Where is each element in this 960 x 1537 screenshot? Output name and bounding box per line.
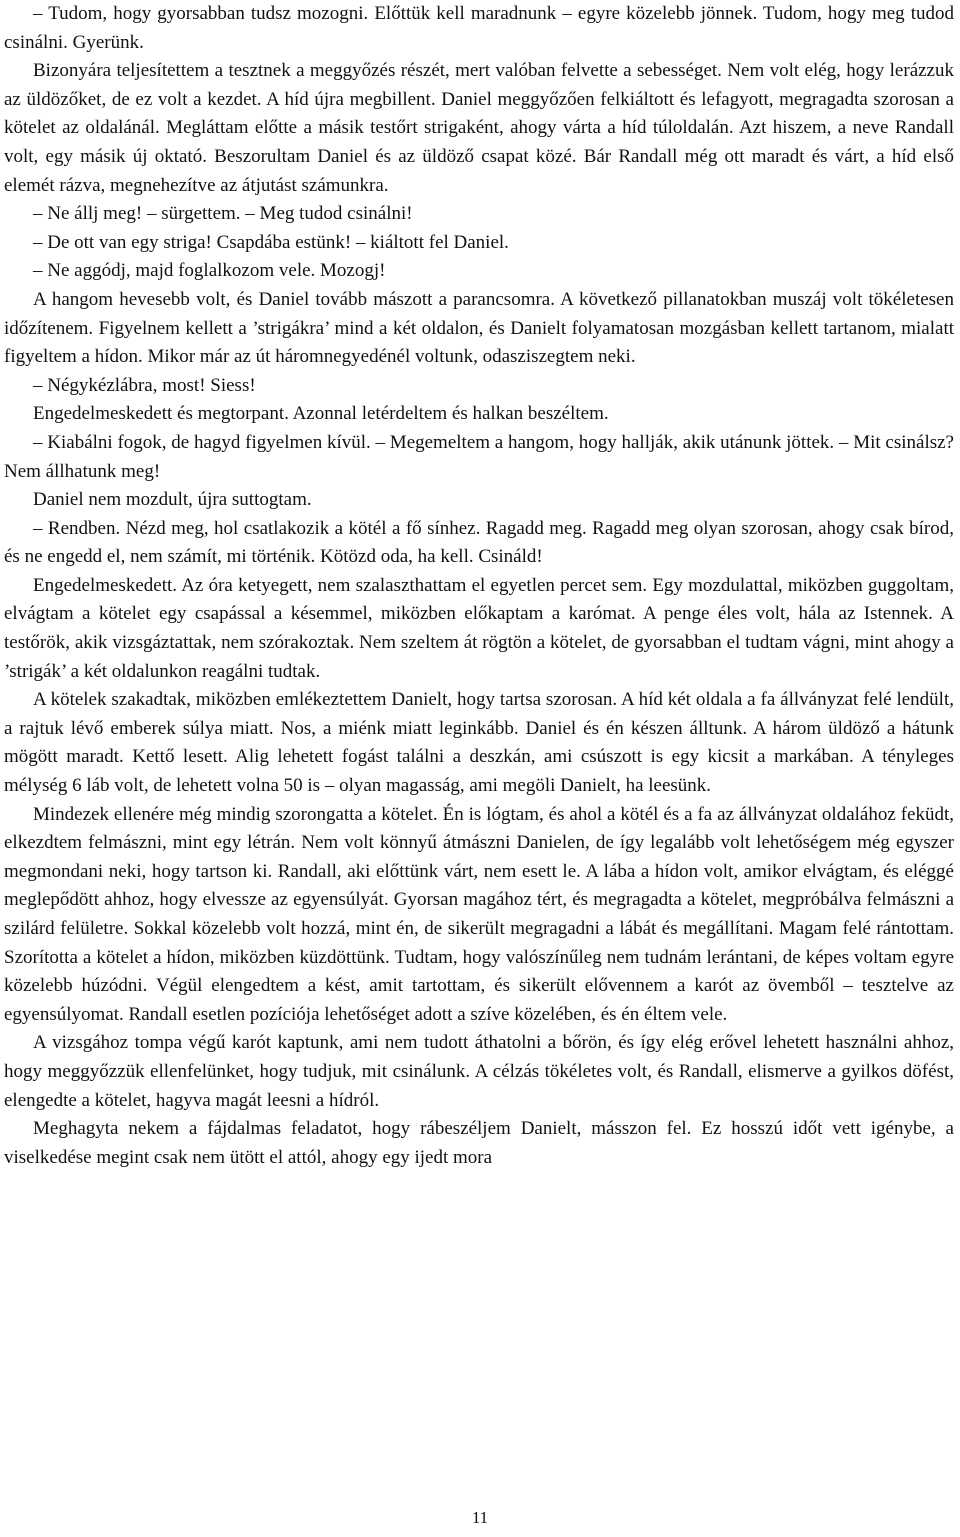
paragraph-5: – Ne aggódj, majd foglalkozom vele. Mozogj! xyxy=(33,260,386,282)
paragraph-15: A vizsgához tompa végű karót kaptunk, ami nem tudott áthatolni a bőrön, és így elég erővel lehetett használni ahhoz, hogy meggyőzzük ellenfelünket, hogy tudjuk, mit csinálunk. A célzás tökéletes volt, és Randall, elismerve a gyilkos döfést, elengedte a kötelet, hagyva magát leesni a hídról. xyxy=(4,1032,954,1111)
paragraph-2: Bizonyára teljesítettem a tesztnek a meggyőzés részét, mert valóban felvette a sebességet. Nem volt elég, hogy lerázzuk az üldözőket, de ez volt a kezdet. A híd újra megbillent. Daniel meggyőzően felkiáltott és lefagyott, megragadta szorosan a kötelet az oldalánál. Megláttam előtte a másik testőrt strigaként, ahogy várta a híd túloldalán. Azt hiszem, a neve Randall volt, egy másik új oktató. Beszorultam Daniel és az üldöző csapat közé. Bár Randall még ott maradt és várt, a híd első elemét rázva, megnehezítve az átjutást számunkra. xyxy=(4,60,954,196)
paragraph-7: – Négykézlábra, most! Siess! xyxy=(33,374,256,396)
paragraph-9: – Kiabálni fogok, de hagyd figyelmen kívül. – Megemeltem a hangom, hogy hallják, akik utánunk jöttek. – Mit csinálsz? Nem állhatunk meg! xyxy=(4,431,954,482)
page-number: 11 xyxy=(471,1508,489,1527)
paragraph-4: – De ott van egy striga! Csapdába estünk! – kiáltott fel Daniel. xyxy=(33,231,509,253)
paragraph-11: – Rendben. Nézd meg, hol csatlakozik a kötél a fő sínhez. Ragadd meg. Ragadd meg olyan szorosan, ahogy csak bírod, és ne engedd el, nem számít, mi történik. Kötözd oda, ha kell. Csináld! xyxy=(4,517,954,568)
paragraph-14: Mindezek ellenére még mindig szorongatta a kötelet. Én is lógtam, és ahol a kötél és a fa az állványzat oldalához feküdt, elkezdtem felmászni, mint egy létrán. Nem volt könnyű átmászni Danielen, de így legalább volt lehetőségem még egyszer megmondani neki, hogy tartson ki. Randall, aki előttünk várt, nem esett le. A lába a hídon volt, amikor elvágtam, és eléggé meglepődött ahhoz, hogy elvesszе az egyensúlyát. Gyorsan magához tért, és megragadta a kötelet, megpróbálva felmászni a szilárd felületre. Sokkal közelebb volt hozzá, mint én, de sikerült megragadni a lábát és megállítani. Magam felé rántottam. Szorította a kötelet a hídon, miközben küzdöttünk. Tudtam, hogy valószínűleg nem tudnám lerántani, de képes voltam egyre közelebb húzódni. Végül elengedtem a kést, amit tartottam, és sikerült elővennem a karót az övemből – tesztelve az egyensúlyomat. Randall esetlen pozíciója lehetőséget adott a szíve közelében, és én éltem vele. xyxy=(4,803,954,1025)
paragraph-10: Daniel nem mozdult, újra suttogtam. xyxy=(33,489,312,511)
paragraph-12: Engedelmeskedett. Az óra ketyegett, nem szalaszthattam el egyetlen percet sem. Egy mozdulattal, miközben guggoltam, elvágtam a kötelet egy csapással a késemmel, miközben előkaptam a karómat. A penge éles volt, hála az Istennek. A testőrök, akik vizsgáztattak, nem szórakoztak. Nem szeltem át rögtön a kötelet, de gyorsabban el tudtam vágni, mint ahogy a ’strigák’ a két oldalunkon reagálni tudtak. xyxy=(4,574,954,682)
book-page-body xyxy=(4,0,954,1172)
paragraph-8: Engedelmeskedett és megtorpant. Azonnal letérdeltem és halkan beszéltem. xyxy=(33,403,609,425)
paragraph-6: A hangom hevesebb volt, és Daniel tovább mászott a parancsomra. A következő pillanatokban muszáj volt tökéletesen időzítenem. Figyelnem kellett a ’strigákra’ mind a két oldalon, és Danielt folyamatosan mozgásban kellett tartanom, mialatt figyeltem a hídon. Mikor már az út háromnegyedénél voltunk, odasziszegtem neki. xyxy=(4,288,954,368)
paragraph-1: – Tudom, hogy gyorsabban tudsz mozogni. Előttük kell maradnunk – egyre közelebb jönnek. Tudom, hogy meg tudod csinálni. Gyerünk. xyxy=(4,3,954,53)
paragraph-13: A kötelek szakadtak, miközben emlékeztettem Danielt, hogy tartsa szorosan. A híd két oldala a fa állványzat felé lendült, a rajtuk lévő emberek súlya miatt. Nos, a miénk miatt leginkább. Daniel és én készen álltunk. A három üldöző a hátunk mögött maradt. Kettő lesett. Alig lehetett fogást találni a deszkán, ami csúszott is egy kicsit a markában. A tényleges mélység 6 láb volt, de lehetett volna 50 is – olyan magasság, ami megöli Danielt, ha leesünk. xyxy=(4,689,954,797)
paragraph-3: – Ne állj meg! – sürgettem. – Meg tudod csinálni! xyxy=(33,203,413,225)
paragraph-16: Meghagyta nekem a fájdalmas feladatot, hogy rábeszéljem Danielt, másszon fel. Ez hosszú időt vett igénybe, a viselkedése megint csak nem ütött el attól, ahogy egy ijedt mora xyxy=(4,1118,954,1168)
